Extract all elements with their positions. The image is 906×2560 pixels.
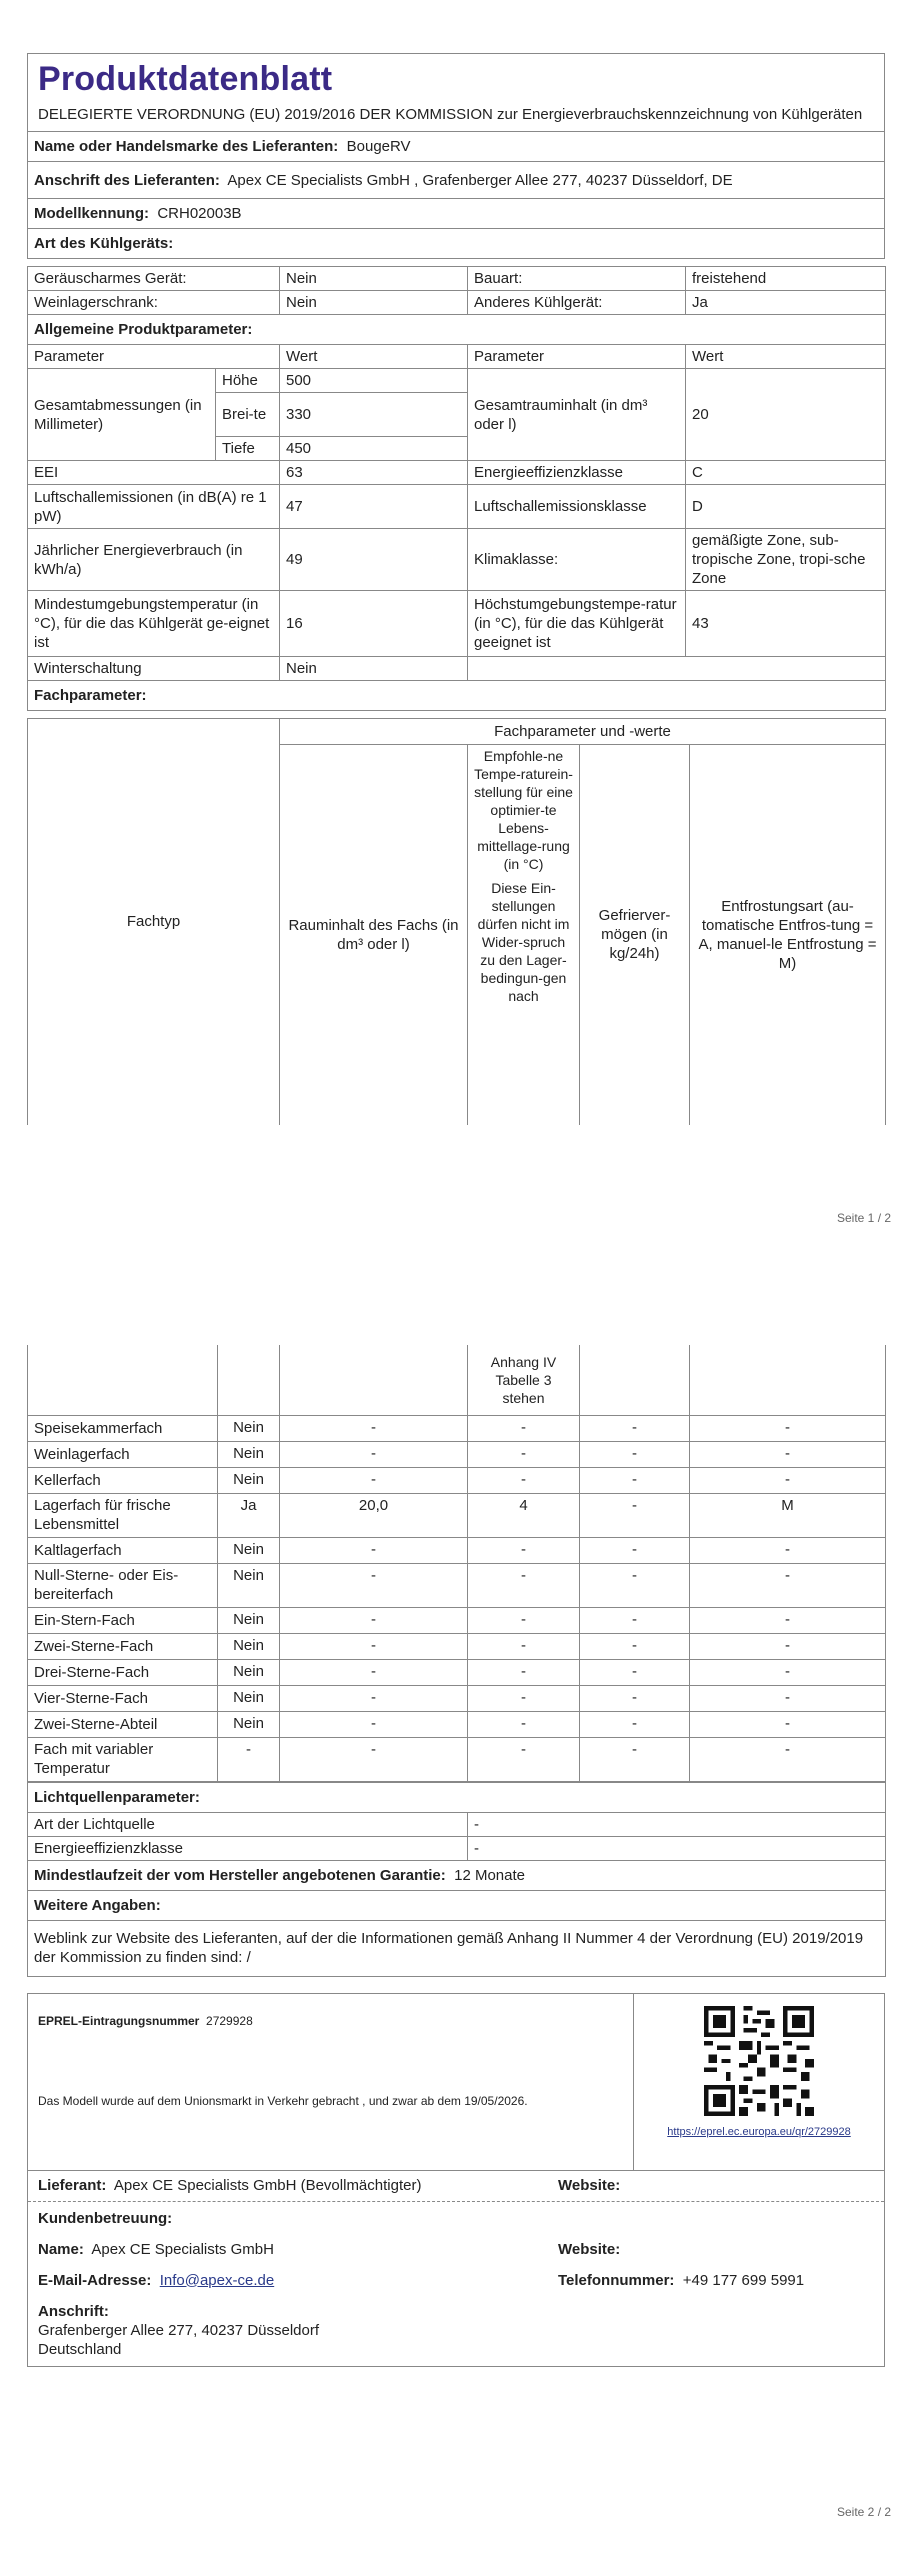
eprel-registration: EPREL-Eintragungsnummer 2729928 <box>38 2013 253 2028</box>
contact-block: Lieferant: Apex CE Specialists GmbH (Bevollmächtigter) Website: Kundenbetreuung: Name: Apex CE Specialists GmbH Website: E-Mail-Adresse: Info@apex-ce.de Telefonnummer: +49 177 699 5991 Anschrift: Grafenberger Allee 277, 40237 Düsseldorf Deutschland <box>27 2171 885 2367</box>
email-link[interactable]: Info@apex-ce.de <box>159 2271 275 2289</box>
general-section: Allgemeine Produktparameter: <box>28 315 886 345</box>
further-text: Weblink zur Website des Lieferanten, auf der die Informationen gemäß Anhang II Nummer 4 der Verordnung (EU) 2019/2019 der Kommission zu finden sind: / <box>28 1920 886 1976</box>
eprel-box <box>27 1993 885 2171</box>
table-row: Weinlagerfach Nein - - - - <box>28 1441 886 1467</box>
table-row: Lagerfach für frische Lebensmittel Ja 20,0 4 - M <box>28 1493 886 1537</box>
table-row: Kellerfach Nein - - - - <box>28 1467 886 1493</box>
light-section: Lichtquellenparameter: <box>28 1782 886 1812</box>
fach-rows <box>28 1415 886 1781</box>
device-type-section: Art des Kühlgeräts: <box>28 229 885 259</box>
customer-service-heading: Kundenbetreuung: <box>38 2209 173 2227</box>
table-row: Ein-Stern-Fach Nein - - - - <box>28 1607 886 1633</box>
fach-section: Fachparameter: <box>28 681 886 711</box>
page-number-1: Seite 1 / 2 <box>837 1211 892 1225</box>
page-number-2: Seite 2 / 2 <box>837 2505 892 2519</box>
page-1 <box>27 53 885 1125</box>
group-header: Fachparameter und -werte <box>280 719 886 745</box>
table-row: Null-Sterne- oder Eis-bereiterfach Nein - - - - <box>28 1563 886 1607</box>
warranty-row: Mindestlaufzeit der vom Hersteller angebotenen Garantie: 12 Monate <box>28 1860 886 1890</box>
model-row: Modellkennung: CRH02003B <box>28 199 885 229</box>
table-row: Speisekammerfach Nein - - - - <box>28 1415 886 1441</box>
eprel-link[interactable]: https://eprel.ec.europa.eu/qr/2729928 <box>667 2125 851 2138</box>
page-2 <box>27 1345 885 2367</box>
table-row: Zwei-Sterne-Abteil Nein - - - - <box>28 1711 886 1737</box>
market-date-text: Das Modell wurde auf dem Unionsmarkt in Verkehr gebracht , und zwar ab dem 19/05/2026. <box>38 2093 528 2108</box>
fach-values-table: Anhang IV Tabelle 3 stehen Speisekammerfach Nein - - - - Weinlagerfach Nein - - - - Kellerfach Nein - - - - Lagerfach für frische Lebensmittel Ja 20,0 4 - M Kaltlagerfach Nein - - - - Null-Sterne- oder Eis-bereiterfach Nein - - - - Ein-Stern-Fach Nein - - - - Zwei-Sterne-Fach Nein - - - - Drei-Sterne-Fach Nein - - - - Vier-Sterne-Fach Nein - - - - Zwei-Sterne-Abteil Nein - - - - Fach mit variabler Temperatur - - - - - <box>27 1345 886 1782</box>
qr-code-icon <box>704 2006 814 2116</box>
page-title: Produktdatenblatt <box>38 60 333 98</box>
table-row: Drei-Sterne-Fach Nein - - - - <box>28 1659 886 1685</box>
light-table: Lichtquellenparameter: Art der Lichtquelle - Energieeffizienzklasse - Mindestlaufzeit der vom Hersteller angebotenen Garantie: 12 Monate Weitere Angaben: Weblink zur Website des Lieferanten, auf der die Informationen gemäß Anhang II Nummer 4 der Verordnung (EU) 2019/2019 der Kommission zu finden sind: / <box>27 1782 886 1977</box>
dimensions-label: Gesamtabmessungen (in Millimeter) <box>28 369 216 461</box>
table-row: Fach mit variabler Temperatur - - - - - <box>28 1737 886 1781</box>
table-row: Zwei-Sterne-Fach Nein - - - - <box>28 1633 886 1659</box>
title-block <box>27 53 885 131</box>
supplier-name-row: Name oder Handelsmarke des Lieferanten: BougeRV <box>28 132 885 162</box>
general-params-table: Geräuscharmes Gerät: Nein Bauart: freistehend Weinlagerschrank: Nein Anderes Kühlgerät: Ja Allgemeine Produktparameter: Parameter Wert Parameter Wert Gesamtabmessungen (in Millimeter) Höhe 500 Gesamtrauminhalt (in dm³ oder l) 20 Brei-te 330 Tiefe 450 EEI 63 Energieeffizienzklasse C Luftschallemissionen (in dB(A) re 1 pW) 47 Luftschallemissionsklasse D Jährlicher Energieverbrauch (in kWh/a) 49 Klimaklasse: gemäßigte Zone, sub-tropische Zone, tropi-sche Zone Mindestumgebungstemperatur (in °C), für die das Kühlgerät ge-eignet ist 16 Höchstumgebungstempe-ratur (in °C), für die das Kühlgerät geeignet ist 43 Winterschaltung Nein Fachparameter: <box>27 266 886 711</box>
table-row: Kaltlagerfach Nein - - - - <box>28 1537 886 1563</box>
further-section: Weitere Angaben: <box>28 1890 886 1920</box>
supplier-table <box>27 131 885 259</box>
supplier-address-row: Anschrift des Lieferanten: Apex CE Specialists GmbH , Grafenberger Allee 277, 40237 Düsseldorf, DE <box>28 162 885 199</box>
table-row: Vier-Sterne-Fach Nein - - - - <box>28 1685 886 1711</box>
fach-header-table: Fachtyp Fachparameter und -werte Rauminhalt des Fachs (in dm³ oder l) Empfohle-ne Tempe-raturein-stellung für eine optimier-te Lebens-mittellage-rung (in °C) Diese Ein-stellungen dürfen nicht im Wider-spruch zu den Lager-bedingun-gen nach Gefrierver-mögen (in kg/24h) Entfrostungsart (au-tomatische Entfros-tung = A, manuel-le Entfrostung = M) <box>27 718 886 1125</box>
col-fachtyp: Fachtyp <box>28 719 280 1125</box>
regulation-subtitle: DELEGIERTE VERORDNUNG (EU) 2019/2016 DER KOMMISSION zur Energieverbrauchskennzeichnung von Kühlgeräten <box>38 106 863 123</box>
